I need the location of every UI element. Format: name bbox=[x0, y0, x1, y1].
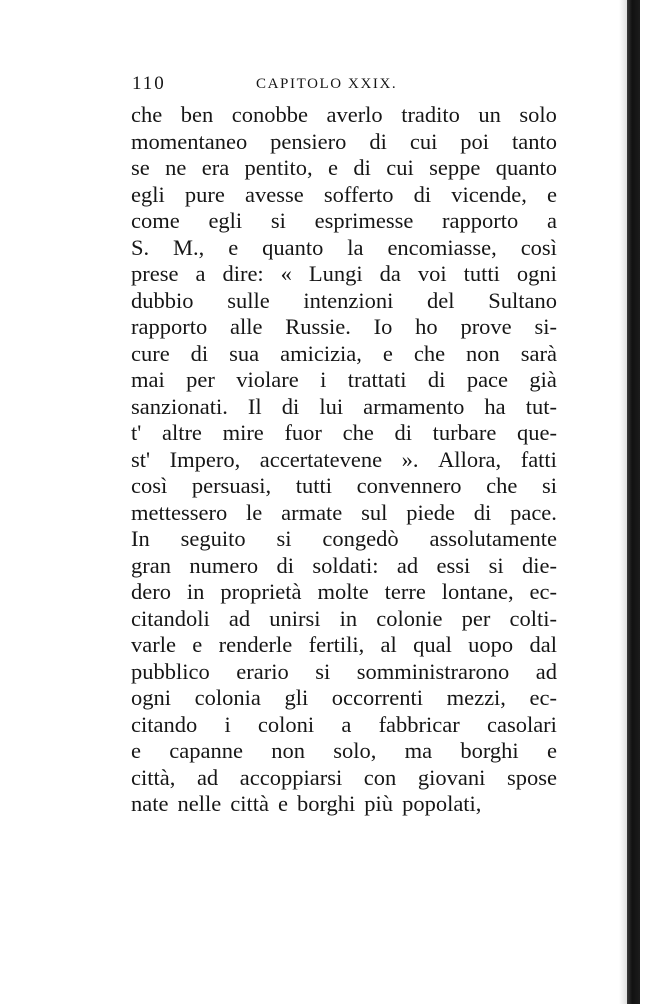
word: ad bbox=[396, 552, 419, 578]
word: non bbox=[466, 340, 500, 366]
word: per bbox=[186, 367, 215, 392]
text-line bbox=[131, 102, 557, 129]
word: spose bbox=[506, 764, 557, 790]
word: conobbe bbox=[231, 102, 308, 127]
word: renderle bbox=[218, 632, 293, 657]
word: tutti bbox=[295, 473, 333, 498]
word: Sultano bbox=[488, 287, 557, 313]
word: a bbox=[195, 261, 206, 286]
word: poi bbox=[460, 128, 490, 154]
word: pace. bbox=[510, 499, 557, 525]
word: lontane, bbox=[441, 579, 514, 604]
word: Russie. bbox=[285, 314, 351, 339]
word: solo bbox=[519, 102, 557, 127]
word: fatti bbox=[520, 446, 557, 472]
word: ogni bbox=[131, 685, 172, 710]
word: da bbox=[379, 261, 401, 286]
word: coloni bbox=[257, 711, 315, 737]
word: varle bbox=[131, 632, 176, 657]
text-line bbox=[131, 288, 557, 315]
word: M., bbox=[173, 234, 205, 260]
word: cure bbox=[131, 340, 170, 366]
word: prove bbox=[460, 314, 512, 339]
word: rapporto bbox=[131, 314, 208, 339]
word: cui bbox=[386, 155, 414, 180]
text-line bbox=[131, 579, 557, 606]
word: così bbox=[520, 234, 557, 260]
word: essi bbox=[436, 552, 471, 578]
word: casolari bbox=[486, 711, 557, 737]
word: convennero bbox=[356, 473, 462, 498]
word: ec- bbox=[529, 685, 557, 710]
word: « bbox=[280, 261, 292, 286]
text-line bbox=[131, 182, 557, 209]
word: numero bbox=[189, 552, 259, 578]
word: proprietà bbox=[220, 579, 302, 604]
word: nate bbox=[131, 791, 169, 816]
word: già bbox=[529, 367, 557, 392]
word: alle bbox=[230, 314, 263, 339]
word: ogni bbox=[516, 261, 557, 286]
text-line bbox=[131, 473, 557, 500]
word: que- bbox=[516, 420, 557, 445]
word: st' bbox=[131, 446, 151, 472]
word: non bbox=[271, 738, 305, 763]
word: e bbox=[228, 234, 239, 260]
word: si bbox=[488, 552, 504, 578]
word: dero bbox=[131, 579, 171, 604]
word: sua bbox=[229, 340, 260, 366]
word: i bbox=[224, 711, 231, 737]
word: popolati, bbox=[402, 791, 482, 816]
word: accertatevene bbox=[259, 446, 383, 472]
word: mire bbox=[222, 420, 264, 445]
text-line bbox=[131, 526, 557, 553]
word: egli bbox=[131, 181, 165, 207]
word: si- bbox=[534, 314, 557, 339]
word: erario bbox=[236, 658, 289, 684]
word: così bbox=[131, 473, 168, 498]
word: e bbox=[192, 632, 203, 657]
word: ne bbox=[165, 155, 187, 180]
word: quanto bbox=[262, 234, 324, 260]
word: qual bbox=[413, 632, 452, 657]
text-line bbox=[131, 685, 557, 712]
word: sarà bbox=[520, 340, 557, 366]
word: borghi bbox=[460, 738, 519, 763]
word: pure bbox=[184, 181, 225, 207]
word: pensiero bbox=[270, 128, 347, 154]
word: di bbox=[427, 367, 446, 392]
word: Allora, bbox=[438, 446, 502, 472]
word: e bbox=[382, 340, 393, 366]
word: capanne bbox=[169, 738, 243, 763]
word: di bbox=[276, 552, 294, 578]
text-line bbox=[131, 208, 557, 235]
word: molte bbox=[317, 579, 369, 604]
text-line bbox=[131, 553, 557, 580]
word: solo, bbox=[333, 738, 377, 763]
word: e bbox=[546, 738, 557, 763]
text-line bbox=[131, 447, 557, 474]
word: un bbox=[478, 102, 501, 127]
word: occorrenti bbox=[331, 685, 423, 710]
text-line bbox=[131, 235, 557, 262]
word: di bbox=[281, 393, 300, 419]
word: sofferto bbox=[323, 181, 394, 207]
word: soldati: bbox=[312, 552, 379, 578]
word: che bbox=[486, 473, 518, 498]
word: che bbox=[342, 420, 374, 445]
word: al bbox=[380, 632, 397, 657]
word: come bbox=[131, 208, 180, 233]
page-header bbox=[132, 71, 560, 97]
word: del bbox=[427, 287, 455, 313]
word: tanto bbox=[512, 128, 557, 154]
word: la bbox=[347, 234, 364, 260]
word: ha bbox=[484, 393, 506, 419]
word: di bbox=[473, 499, 492, 525]
binding-edge bbox=[627, 0, 640, 1004]
word: le bbox=[246, 499, 263, 525]
word: in bbox=[186, 579, 205, 604]
word: giovani bbox=[417, 764, 486, 790]
text-line bbox=[131, 314, 557, 341]
text-line bbox=[131, 712, 557, 739]
word: colti- bbox=[509, 605, 557, 631]
word: a bbox=[546, 208, 557, 233]
word: lui bbox=[319, 393, 344, 419]
word: seppe bbox=[429, 155, 481, 180]
word: turbare bbox=[432, 420, 497, 445]
word: si bbox=[270, 208, 286, 233]
word: ho bbox=[415, 314, 438, 339]
text-line bbox=[131, 738, 557, 765]
word: die- bbox=[522, 552, 557, 578]
word: di bbox=[190, 340, 209, 366]
word: ma bbox=[404, 738, 433, 763]
word: sanzionati. bbox=[131, 393, 228, 419]
text-line bbox=[131, 261, 557, 288]
word: a bbox=[341, 711, 352, 737]
word: piede bbox=[406, 499, 455, 525]
word: di bbox=[413, 181, 432, 207]
word: violare bbox=[236, 367, 299, 392]
word: ad bbox=[535, 658, 557, 684]
word: citando bbox=[131, 711, 198, 737]
word: terre bbox=[384, 579, 426, 604]
word: tradito bbox=[401, 102, 460, 127]
text-line bbox=[131, 155, 557, 182]
text-line bbox=[131, 500, 557, 527]
word: e bbox=[131, 738, 141, 763]
word: pentito, bbox=[244, 155, 313, 180]
word: dire: bbox=[222, 261, 264, 286]
word: ben bbox=[180, 102, 214, 127]
word: sulle bbox=[227, 287, 270, 313]
word: e bbox=[328, 155, 339, 180]
word: che bbox=[413, 340, 446, 366]
word: uopo bbox=[468, 632, 514, 657]
word: colonie bbox=[376, 605, 443, 631]
page-number: 110 bbox=[132, 73, 166, 94]
word: di bbox=[394, 420, 412, 445]
word: in bbox=[339, 605, 358, 631]
word: esprimesse bbox=[314, 208, 414, 233]
text-line bbox=[131, 129, 557, 156]
word: mai bbox=[131, 367, 165, 392]
word: prese bbox=[131, 261, 179, 286]
text-line bbox=[131, 606, 557, 633]
word: fuor bbox=[284, 420, 322, 445]
word: gran bbox=[131, 552, 171, 578]
text-line bbox=[131, 632, 557, 659]
word: assolutamente bbox=[429, 526, 557, 551]
word: per bbox=[461, 605, 491, 631]
word: Lungi bbox=[308, 261, 363, 286]
text-line bbox=[131, 659, 557, 686]
word: ad bbox=[196, 764, 219, 790]
word: si bbox=[315, 658, 331, 684]
binding-shadow bbox=[619, 0, 627, 1004]
word: In bbox=[131, 526, 150, 551]
word: fabbricar bbox=[378, 711, 460, 737]
word: ad bbox=[228, 605, 251, 631]
word: intenzioni bbox=[303, 287, 394, 313]
word: pace bbox=[466, 367, 509, 392]
text-line bbox=[131, 791, 557, 818]
word: ec- bbox=[529, 579, 557, 604]
word: mezzi, bbox=[446, 685, 506, 710]
word: gli bbox=[284, 685, 309, 710]
word: armamento bbox=[363, 393, 465, 419]
word: seguito bbox=[180, 526, 246, 551]
word: di bbox=[369, 128, 387, 154]
word: egli bbox=[208, 208, 243, 233]
word: rapporto bbox=[442, 208, 519, 233]
word: borghi bbox=[296, 791, 356, 816]
word: ». bbox=[401, 446, 419, 472]
word: Io bbox=[373, 314, 393, 339]
running-head: CAPITOLO XXIX. bbox=[256, 76, 398, 92]
word: somministrarono bbox=[356, 658, 510, 684]
word: era bbox=[201, 155, 230, 180]
word: dal bbox=[529, 632, 557, 657]
word: di bbox=[353, 155, 371, 180]
word: accoppiarsi bbox=[239, 764, 343, 790]
word: dubbio bbox=[131, 287, 194, 313]
body-text bbox=[131, 102, 557, 818]
word: voi bbox=[417, 261, 447, 286]
text-line bbox=[131, 367, 557, 394]
word: persuasi, bbox=[191, 473, 272, 498]
word: congedò bbox=[322, 526, 399, 551]
word: se bbox=[131, 155, 150, 180]
word: momentaneo bbox=[131, 128, 248, 154]
word: più bbox=[364, 791, 394, 816]
word: armate bbox=[281, 499, 343, 525]
text-line bbox=[131, 420, 557, 447]
word: mettessero bbox=[131, 499, 228, 525]
word: S. bbox=[131, 234, 150, 260]
word: e bbox=[547, 181, 557, 207]
word: con bbox=[363, 764, 397, 790]
word: pubblico bbox=[131, 658, 210, 684]
word: città bbox=[230, 791, 269, 816]
word: che bbox=[131, 102, 163, 127]
word: averlo bbox=[326, 102, 383, 127]
word: tutti bbox=[463, 261, 500, 286]
text-line bbox=[131, 394, 557, 421]
word: t' bbox=[131, 420, 142, 445]
word: si bbox=[276, 526, 292, 551]
word: quanto bbox=[495, 155, 557, 180]
word: Impero, bbox=[169, 446, 241, 472]
word: amicizia, bbox=[280, 340, 362, 366]
text-line bbox=[131, 765, 557, 792]
word: nelle bbox=[177, 791, 222, 816]
word: encomiasse, bbox=[387, 234, 497, 260]
word: citandoli bbox=[131, 605, 210, 631]
word: colonia bbox=[194, 685, 261, 710]
word: città, bbox=[131, 764, 176, 790]
word: e bbox=[277, 791, 288, 816]
word: trattati bbox=[347, 367, 407, 392]
word: tut- bbox=[525, 393, 557, 419]
text-line bbox=[131, 341, 557, 368]
word: fertili, bbox=[308, 632, 365, 657]
word: si bbox=[541, 473, 557, 498]
word: cui bbox=[409, 128, 438, 154]
word: Il bbox=[247, 393, 262, 419]
word: i bbox=[320, 367, 327, 392]
word: altre bbox=[161, 420, 202, 445]
word: unirsi bbox=[269, 605, 321, 631]
word: vicende, bbox=[451, 181, 527, 207]
word: sul bbox=[361, 499, 388, 525]
word: avesse bbox=[245, 181, 304, 207]
